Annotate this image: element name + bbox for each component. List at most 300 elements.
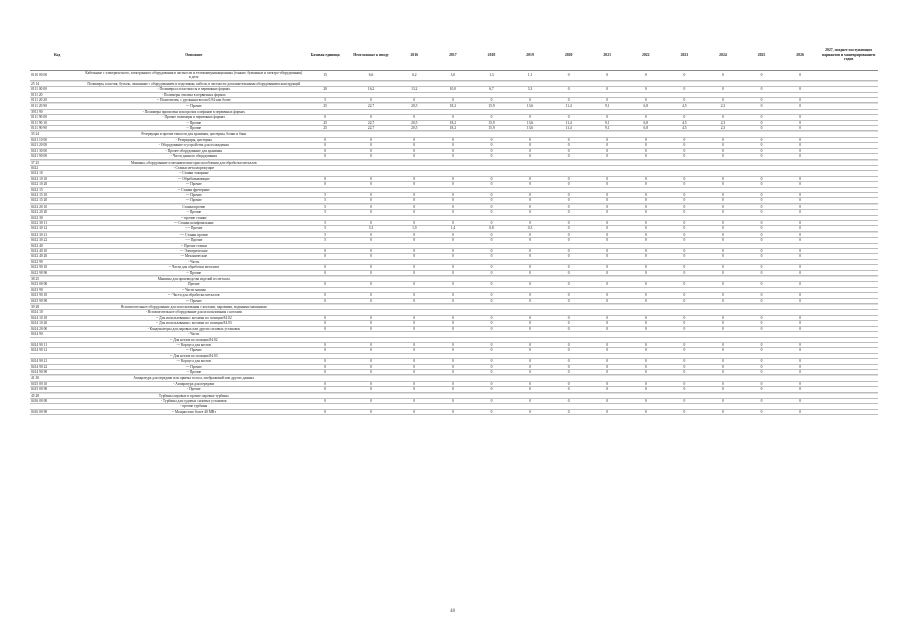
table-cell: 0 [781,192,820,197]
table-cell: 0 [742,198,781,203]
table-cell: 0 [588,176,627,181]
table-cell: 0 [347,293,395,298]
table-cell: 0 [588,249,627,254]
table-cell: 13,6 [511,126,550,131]
table-cell: 0 [472,238,511,243]
table-cell: 0 [627,182,666,187]
table-cell: 0 [511,192,550,197]
table-cell: 0 [627,270,666,275]
table-cell: 0 [472,154,511,159]
row-code: 0416 00 00 [30,398,84,403]
table-cell: 0 [511,265,550,270]
table-cell: 0 [588,293,627,298]
table-cell: 0 [588,254,627,259]
table-cell: 0 [627,154,666,159]
table-cell: 0 [665,154,704,159]
table-cell: 2,3 [704,126,743,131]
row-description: -- Станки фрезерные [84,187,303,192]
row-code: 0412 [30,165,84,170]
table-cell: 0 [395,249,434,254]
table-cell: 0 [665,238,704,243]
table-cell: 0 [704,143,743,148]
table-cell: 0 [434,143,473,148]
table-cell: 1,1 [511,71,550,81]
table-cell: 13,2 [395,87,434,92]
table-cell: 0 [588,409,627,414]
table-cell: 0 [434,282,473,287]
row-description: -- Части машин [84,287,303,292]
table-cell: 0 [704,238,743,243]
table-cell: 0 [511,98,550,103]
table-cell: 0 [511,270,550,275]
table-cell: 0 [781,176,820,181]
table-cell: 0 [781,348,820,353]
table-cell: 1,4 [434,226,473,231]
row-code: 0414 10 10 [30,315,84,320]
table-cell: 0 [347,348,395,353]
table-cell: 18,2 [434,104,473,109]
row-description: --- Части для обработки металлов [84,293,303,298]
table-cell: 0 [395,265,434,270]
table-cell: 0 [303,381,347,386]
row-code: 0412 30 22 [30,238,84,243]
table-cell: 0 [665,176,704,181]
table-cell: 0 [395,148,434,153]
table-cell: 0 [665,182,704,187]
table-cell: 0 [665,369,704,374]
table-cell: 0 [704,176,743,181]
table-cell: 0 [704,282,743,287]
table-cell: 0 [665,342,704,347]
table-cell: 0 [665,143,704,148]
row-code: 0412 20 20 [30,210,84,215]
table-cell: 0 [665,232,704,237]
table-cell: 0 [781,398,820,403]
table-cell: 0 [511,342,550,347]
table-cell: 25 [303,120,347,125]
table-cell: 0 [395,210,434,215]
table-cell: 0 [303,154,347,159]
row-code: 0412 15 [30,187,84,192]
table-cell: 0 [549,226,588,231]
table-cell: 0 [472,342,511,347]
table-cell: 0 [472,265,511,270]
table-cell: 0 [588,369,627,374]
table-cell: 0 [665,98,704,103]
row-description: - Турбины для судовых силовых установок [84,398,303,403]
row-code: 37 25 [30,160,84,165]
table-cell: 20,5 [395,120,434,125]
table-cell: 25 [303,126,347,131]
table-cell: 5 [303,232,347,237]
row-description: ---- Станки прочие [84,232,303,237]
table-cell: 0 [588,137,627,142]
table-cell: 0 [742,381,781,386]
table-cell: 0 [742,192,781,197]
table-cell: 0 [627,298,666,303]
table-cell: 0 [742,71,781,81]
table-cell: 0 [781,254,820,259]
table-cell: 0 [395,238,434,243]
row-description: Турбины паровые и прочие паровые турбины [84,393,303,398]
row-description: --- Механические [84,254,303,259]
table-cell: 0 [742,265,781,270]
table-cell: 0 [511,321,550,326]
table-cell: 0 [704,315,743,320]
table-cell: 0 [347,192,395,197]
table-cell: 0 [472,359,511,364]
row-code: 0412 10 [30,171,84,176]
table-cell: 0 [665,148,704,153]
table-cell: 0 [395,198,434,203]
table-cell: 0 [781,326,820,331]
table-cell: 0 [434,210,473,215]
table-cell: 0 [511,409,550,414]
table-cell: 3,3 [511,87,550,92]
table-cell: 0 [704,348,743,353]
table-cell [819,71,878,81]
table-cell: 0 [434,204,473,209]
row-code: 0111 20 [30,92,84,97]
table-cell: 0 [434,220,473,225]
table-cell: 0 [704,293,743,298]
table-cell: 0 [511,326,550,331]
table-cell: 0 [781,249,820,254]
table-cell: 0 [434,381,473,386]
row-description: - Резервуары, цистерны [84,137,303,142]
table-cell: 0 [665,192,704,197]
table-cell: 0 [395,254,434,259]
table-cell: 0 [434,182,473,187]
table-cell: 0 [781,104,820,109]
table-cell: 0 [549,342,588,347]
table-cell: 0 [704,387,743,392]
table-cell: 0 [395,409,434,414]
table-cell: 0 [665,398,704,403]
table-cell: 0 [742,98,781,103]
table-cell: 0 [472,282,511,287]
table-cell: 0 [742,176,781,181]
row-description: --- Прочие [84,192,303,197]
table-cell: 0 [627,381,666,386]
table-cell: 0 [549,321,588,326]
table-cell: 0 [627,315,666,320]
table-cell: 0 [347,249,395,254]
table-cell: 0 [395,359,434,364]
table-cell: 0 [704,270,743,275]
table-cell: 0 [781,238,820,243]
table-cell: 5 [303,226,347,231]
column-header: 2018 [472,40,511,71]
row-description: - Конденсаторы для паровых или других силовых установок [84,326,303,331]
table-cell: 0 [511,298,550,303]
table-cell: 0 [665,115,704,120]
table-cell: 0 [627,87,666,92]
row-description: Кабельные с электрического, электронного оборудования в частности и телекоммуникационных (тонкие, бумажные и электро-оборудования) в деле [85,71,303,80]
table-cell: 0 [742,348,781,353]
table-cell: 5 [303,210,347,215]
table-cell: 4,5 [665,126,704,131]
row-code: 0412 40 [30,243,84,248]
table-cell: 0 [303,298,347,303]
table-cell: 0 [665,198,704,203]
table-cell: 0 [511,154,550,159]
table-cell: 0 [588,182,627,187]
table-cell: 0 [627,369,666,374]
table-cell: 0 [588,270,627,275]
table-cell: 0 [704,192,743,197]
table-cell: 0 [472,254,511,259]
table-cell: 0 [742,315,781,320]
row-description: --- Прочие [84,182,303,187]
row-description: Резервуары и прочие емкости для хранения, цистерны, бочки и баки [84,132,303,137]
table-cell: 0 [472,364,511,369]
row-code: 0411 90 00 [30,154,84,159]
table-cell: 0 [549,381,588,386]
table-cell: 0 [511,238,550,243]
row-code: 0412 90 10 [30,265,84,270]
table-cell: 0 [434,342,473,347]
table-cell: 15,9 [472,120,511,125]
table-cell: 0 [704,369,743,374]
table-cell: 0 [781,232,820,237]
table-cell: 0 [588,298,627,303]
table-cell: 0 [472,321,511,326]
table-cell: 0 [665,204,704,209]
row-code: 3911 90 [30,109,84,114]
table-cell: 0 [434,115,473,120]
table-cell: 0 [588,143,627,148]
table-cell: 0 [347,265,395,270]
table-cell: 0 [511,254,550,259]
table-cell: 0 [549,282,588,287]
table-cell: 0 [395,220,434,225]
table-cell: 0 [742,387,781,392]
table-cell: 0 [627,293,666,298]
table-cell: 0 [665,220,704,225]
document-page [30,40,878,415]
table-cell: 0 [665,348,704,353]
table-cell: 0 [627,282,666,287]
table-cell: 0 [704,115,743,120]
table-cell: 0 [549,387,588,392]
table-cell: 5 [303,220,347,225]
table-cell: 0 [347,115,395,120]
table-cell: 0 [742,148,781,153]
table-cell: 3,3 [347,226,395,231]
table-cell: 0 [627,398,666,403]
table-cell: 0 [472,176,511,181]
table-cell: 0 [303,342,347,347]
table-cell: 0 [511,176,550,181]
row-code: 0415 00 10 [30,381,84,386]
row-description: - Части [84,332,303,337]
table-cell: 15,9 [472,104,511,109]
table-cell: 0 [347,364,395,369]
table-row [30,409,878,414]
table-cell: 0 [347,342,395,347]
table-cell: 0 [627,115,666,120]
table-cell: 0 [434,387,473,392]
table-cell: 0 [742,409,781,414]
table-cell: 0 [742,137,781,142]
table-cell: 0 [588,364,627,369]
table-cell: 0 [434,198,473,203]
row-description: -- Прочие [84,126,303,131]
table-cell: 0 [627,387,666,392]
table-cell: 0 [434,192,473,197]
table-cell: 0 [742,220,781,225]
table-cell: 0 [781,126,820,131]
row-code: 0412 40 20 [30,254,84,259]
table-cell: 0 [434,315,473,320]
table-cell: 0 [395,115,434,120]
table-cell: 0 [395,348,434,353]
table-cell: 0 [742,293,781,298]
row-description: --- Прочие [84,104,303,109]
row-code: 0413 90 10 [30,293,84,298]
table-cell: 0 [434,249,473,254]
row-code: 0412 10 20 [30,182,84,187]
table-cell: 13,6 [511,120,550,125]
row-description: - Оборудование и устройства для охлаждения [84,143,303,148]
table-cell: 0 [781,369,820,374]
table-cell: 0 [588,148,627,153]
table-cell: 5 [303,192,347,197]
table-cell: 0 [511,182,550,187]
row-description: -- Для использования с котлами по позиции 84.03 [84,321,303,326]
table-cell: 0 [303,369,347,374]
column-header: 2025 [742,40,781,71]
table-cell: 0 [704,298,743,303]
table-cell: 0 [434,154,473,159]
table-cell: 6,8 [627,120,666,125]
table-cell: 0 [347,282,395,287]
table-cell: 0 [395,204,434,209]
table-cell: 0 [303,254,347,259]
table-cell: 0 [395,192,434,197]
table-cell: 0 [303,359,347,364]
table-cell: 0 [627,359,666,364]
column-header: 2024 [704,40,743,71]
table-cell: 1,9 [395,226,434,231]
column-header: Неотложные к вводу [347,40,395,71]
row-code: 0416 00 90 [30,409,84,414]
table-cell: 0 [665,226,704,231]
table-cell: 0 [549,232,588,237]
table-cell: 0 [472,293,511,298]
table-cell: 0 [347,359,395,364]
table-cell: 0 [303,398,347,403]
table-cell: 0 [665,298,704,303]
table-cell: 0 [781,148,820,153]
table-cell: 0 [511,398,550,403]
table-cell: 0 [549,409,588,414]
table-cell: 0 [781,364,820,369]
table-cell: 0 [347,148,395,153]
table-header-row [30,40,878,71]
table-cell: 0 [781,154,820,159]
table-cell: 0 [742,154,781,159]
column-header: 2016 [395,40,434,71]
table-cell: 11,4 [549,104,588,109]
table-cell: 0 [472,381,511,386]
table-cell: 0 [627,226,666,231]
table-cell: 0 [549,249,588,254]
table-cell: 0 [395,282,434,287]
table-cell: 0 [742,120,781,125]
table-cell: 0 [434,326,473,331]
table-cell: 0 [704,398,743,403]
table-cell: 0 [588,232,627,237]
table-cell: 0 [627,342,666,347]
table-cell: 0 [472,115,511,120]
row-description: - прочие турбины [84,404,303,409]
row-description: - Части данного оборудования [84,154,303,159]
row-code: 0412 40 10 [30,249,84,254]
table-cell: 0 [781,409,820,414]
table-cell: 0 [434,238,473,243]
table-cell: 0 [549,369,588,374]
column-header: 2023 [665,40,704,71]
table-cell: 0 [472,232,511,237]
table-cell: 11,4 [549,126,588,131]
table-cell: 11,4 [549,120,588,125]
table-cell: 0 [395,342,434,347]
row-description: --- Прочие [84,364,303,369]
table-cell: 0 [781,210,820,215]
table-cell: 0 [704,265,743,270]
row-code: 0414 90 21 [30,359,84,364]
table-cell: 0 [347,154,395,159]
table-cell: 0 [665,254,704,259]
table-cell: 0 [472,326,511,331]
table-cell: 1,3 [472,71,511,81]
table-cell: 0 [549,192,588,197]
table-cell: 0 [347,143,395,148]
table-cell: 0 [781,359,820,364]
row-description: -- Прочие [84,120,303,125]
row-code: 0411 20 00 [30,143,84,148]
table-cell: 0 [742,126,781,131]
row-description: -- Полиэтилен, с удельным весом 0,94 или более [84,98,303,103]
table-cell: 0 [742,369,781,374]
table-cell: 0 [665,409,704,414]
row-code: 0111 20 90 [30,104,84,109]
table-cell: 0 [549,364,588,369]
table-cell: 0 [665,321,704,326]
row-code: 0413 90 [30,287,84,292]
table-cell: 0 [434,98,473,103]
table-cell: 0 [347,198,395,203]
table-cell: 0 [665,359,704,364]
table-cell: 0 [549,204,588,209]
row-description: -- Для использования с котлами по позиции 84.02 [84,315,303,320]
table-cell: 0 [472,98,511,103]
table-cell: 0 [742,204,781,209]
table-cell: 0 [347,220,395,225]
table-cell: 0 [511,220,550,225]
table-cell: 9,1 [588,126,627,131]
table-cell: 0 [303,265,347,270]
table-cell: 0 [303,282,347,287]
table-cell: 18,2 [434,120,473,125]
table-cell: 0 [434,137,473,142]
table-cell: 0 [347,254,395,259]
table-cell: 0 [549,137,588,142]
table-cell: 0 [742,298,781,303]
table-cell: 0 [347,298,395,303]
